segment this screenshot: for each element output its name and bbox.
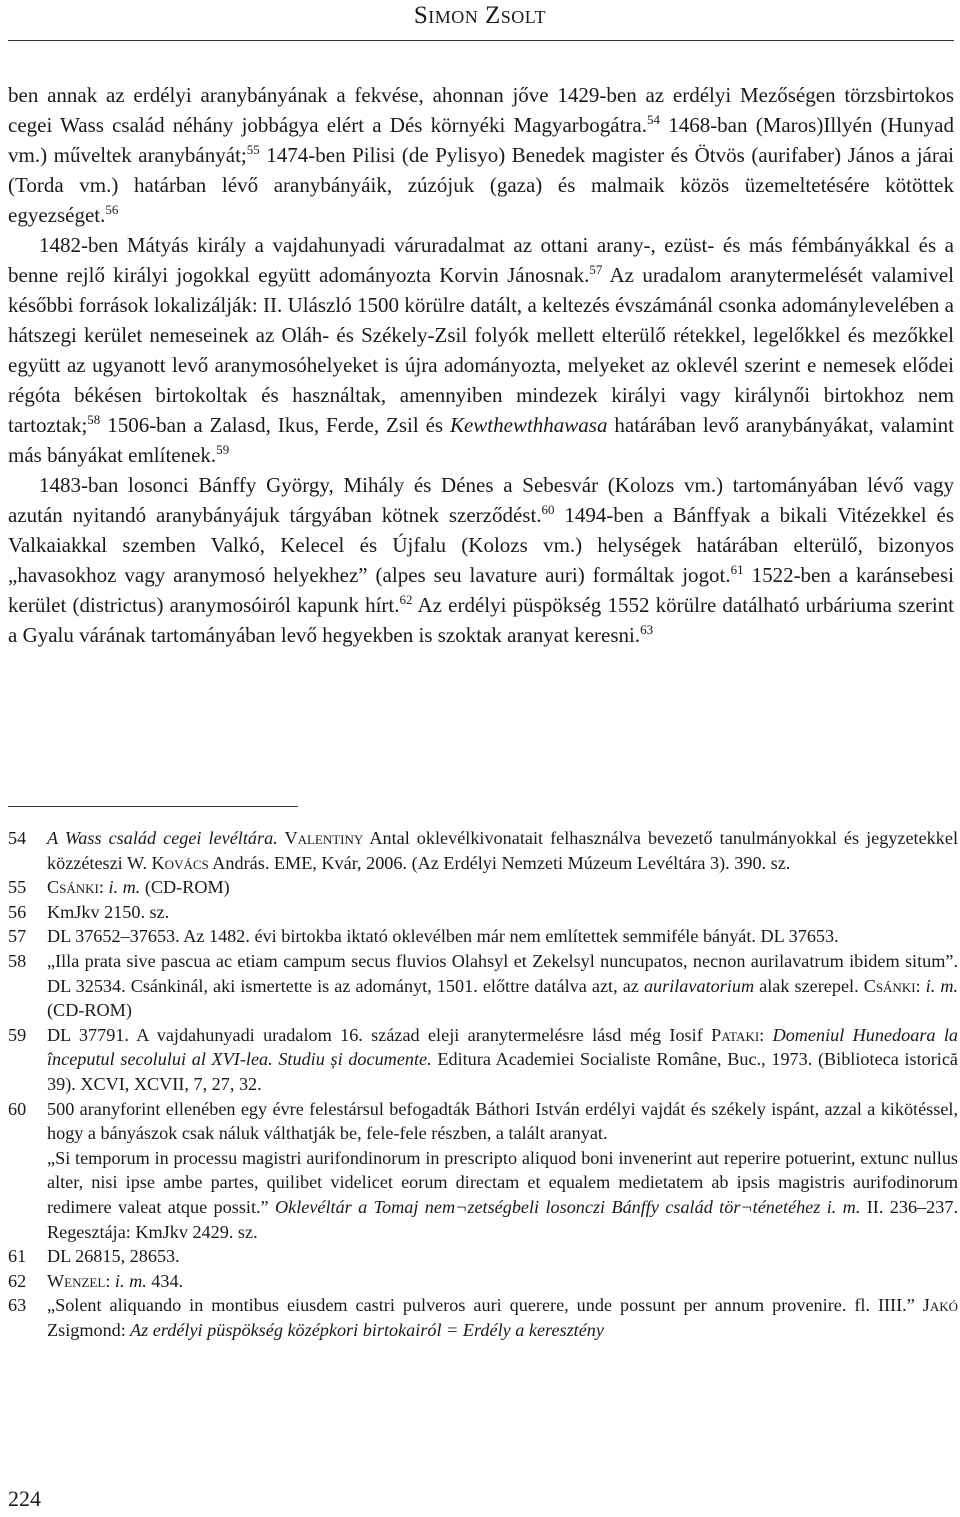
footnotes xyxy=(8,826,958,1342)
footnote-ref: 54 xyxy=(647,112,660,127)
footnote-ref: 59 xyxy=(216,442,230,457)
footnote-number: 56 xyxy=(8,901,27,922)
footnote-number: 58 xyxy=(8,950,27,971)
italic-placename: Kewthewthhawasa xyxy=(449,413,608,437)
footnote-63: 63 „Solent aliquando in montibus eiusdem castri pulveros auri querere, unde possunt per annum provenire. fl. IIII.” Jakó Zsigmond: Az erdélyi püspökség középkori birtokairól = Erdély a keresztény xyxy=(8,1293,958,1342)
footnote-ref: 60 xyxy=(541,502,555,517)
footnote-separator xyxy=(8,806,298,807)
footnote-ref: 62 xyxy=(399,592,413,607)
footnote-number: 60 xyxy=(8,1098,27,1119)
footnote-55: 55 Csánki: i. m. (CD-ROM) xyxy=(8,875,958,900)
footnote-59: 59 DL 37791. A vajdahunyadi uradalom 16. század eleji aranytermelésre lásd még Iosif Pataki: Domeniul Hunedoara la începutul secolului al XVI-lea. Studiu și documente. Editura Academiei Socialiste Române, Buc., 1973. (Biblioteca istorică 39). XCVI, XCVII, 7, 27, 32. xyxy=(8,1023,958,1097)
footnote-56: 56 KmJkv 2150. sz. xyxy=(8,900,958,925)
main-text xyxy=(8,80,954,650)
footnote-54: 54 A Wass család cegei levéltára. Valentiny Antal oklevélkivonatait felhasználva bevezető tanulmányokkal és jegyzetekkel közzéteszi W. Kovács András. EME, Kvár, 2006. (Az Erdélyi Nemzeti Múzeum Levéltára 3). 390. sz. xyxy=(8,826,958,875)
footnote-ref: 56 xyxy=(105,202,119,217)
paragraph-1: ben annak az erdélyi aranybányának a fekvése, ahonnan jőve 1429-ben az erdélyi Mezőségen törzsbirtokos cegei Wass család néhány jobbágya elért a Dés környéki Magyarbogátra.$^{54}$ 1468-ban (Maros)Illyén (Hunyad vm.) műveltek aranybányát;$^{55}$ 1474-ben Pilisi (de Pylisyo) Benedek magister és Ötvös (aurifaber) János a járai (Torda vm.) határban lévő aranybányáik, zúzójuk (gaza) és malmaik közös üzemeltetésére kötöttek egyezséget.$^{56}$ xyxy=(8,83,954,227)
footnote-number: 59 xyxy=(8,1024,27,1045)
footnote-number: 57 xyxy=(8,926,27,947)
footnote-ref: 57 xyxy=(589,262,603,277)
footnote-ref: 58 xyxy=(87,412,101,427)
footnote-number: 54 xyxy=(8,828,27,848)
footnote-ref: 61 xyxy=(730,562,744,577)
footnote-62: 62 Wenzel: i. m. 434. xyxy=(8,1269,958,1294)
footnote-ref: 63 xyxy=(640,622,654,637)
footnote-number: 61 xyxy=(8,1246,27,1267)
footnote-number: 55 xyxy=(8,877,27,898)
header-rule xyxy=(8,40,954,41)
footnote-57: 57 DL 37652–37653. Az 1482. évi birtokba iktató oklevélben már nem említettek semmiféle bányát. DL 37653. xyxy=(8,924,958,949)
paragraph-3: 1483-ban losonci Bánffy György, Mihály és Dénes a Sebesvár (Kolozs vm.) tartományában lévő vagy azután nyitandó aranybányájuk tárgyában kötnek szerződést.$^{60}$ 1494-ben a Bánffyak a bikali Vitézekkel és Valkaiakkal szemben Valkó, Kelecel és Újfalu (Kolozs vm.) helységek határában elterülő, bizonyos „havasokhoz vagy aranymosó helyekhez” (alpes seu lavature auri) formáltak jogot.$^{61}$ 1522-ben a karánsebesi kerület (districtus) aranymosóiról kapunk hírt.$^{62}$ Az erdélyi püspökség 1552 körülre datálható urbáriuma szerint a Gyalu várának tartományában levő hegyekben is szoktak aranyat keresni.$^{63}$ xyxy=(8,473,955,647)
footnote-58: 58 „Illa prata sive pascua ac etiam campum secus fluvios Olahsyl et Zekelsyl nuncupatos, necnon aurilavatrum ibidem situm”. DL 32534. Csánkinál, aki ismertette is az adományt, 1501. előttre datálva azt, az aurilavatorium alak szerepel. Csánki: i. m. (CD-ROM) xyxy=(8,949,958,1023)
running-head: Simon Zsolt xyxy=(413,2,547,29)
page-number: 224 xyxy=(8,1486,41,1511)
footnote-number: 62 xyxy=(8,1270,27,1291)
footnote-60: 60 500 aranyforint ellenében egy évre felestársul befogadták Báthori István erdélyi vajdát és székely ispánt, azzal a kikötéssel, hogy a bányászok csak náluk válthatják be, fele-fele részben, a talált aranyat. „Si temporum in processu magistri aurifondinorum in prescripto aliquod boni invenerint aut reperire potuerint, extunc nullus alter, nisi ipse ambe partes, quilibet videlicet eorum directam et equalem medietatem ab ipsis magistris aurifodinorum redimere valeat atque possit.” Oklevéltár a Tomaj nem¬zetségbeli losonczi Bánffy család tör¬ténetéhez i. m. II. 236–237. Regesztája: KmJkv 2429. sz. xyxy=(8,1097,958,1245)
footnote-number: 63 xyxy=(8,1295,27,1316)
footnote-61: 61 DL 26815, 28653. xyxy=(8,1244,958,1269)
paragraph-2: 1482-ben Mátyás király a vajdahunyadi váruradalmat az ottani arany-, ezüst- és más fémbányákkal és a benne rejlő királyi jogokkal együtt adományozta Korvin Jánosnak.$^{57}$ Az uradalom aranytermelését valamivel későbbi források lokalizálják: II. Ulászló 1500 körülre datált, a keltezés évszámánál csonka adománylevelében a hátszegi kerület nemeseinek az Oláh- és Székely-Zsil folyók mellett elterülő rétekkel, legelőkkel és mezőkkel együtt az ugyanott levő aranymosóhelyeket is újra adományozta, melyeket az oklevél szerint e nemesek elődei régóta békésen birtokoltak és használtak, amennyiben mindezek királyi vagy királynői birtokhoz nem tartoztak;$^{58}$ 1506-ban a Zalasd, Ikus, Ferde, Zsil és Kewthewthhawasa határában levő aranybányákat, valamint más bányákat említenek.$^{59}$ xyxy=(8,233,954,467)
footnote-ref: 55 xyxy=(246,142,260,157)
